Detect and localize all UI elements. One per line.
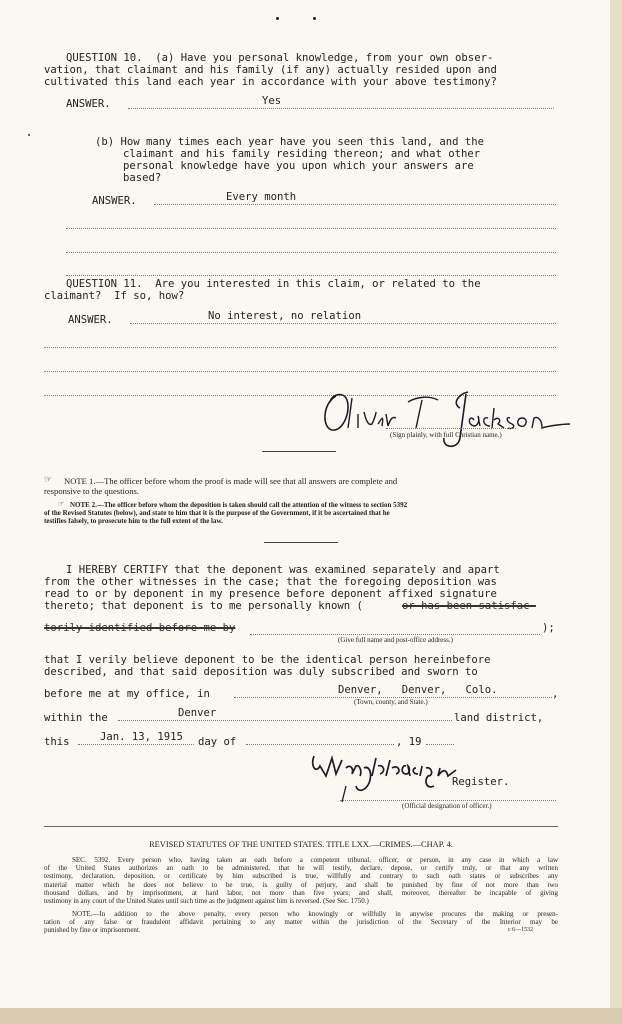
note-1 <box>44 476 556 496</box>
land-district-label: land district, <box>454 712 544 724</box>
identify-caption: (Give full name and post-office address.) <box>338 636 453 644</box>
sec-line: testimony in any court of the United States until such time as the judgment against him is reversed. (See Sec. 1750.) <box>44 897 369 906</box>
q10b-answer-label: ANSWER. <box>92 195 137 207</box>
q11-line-2: claimant? If so, how? <box>44 290 185 302</box>
q10b-answer-value: Every month <box>226 191 297 203</box>
pointing-hand-icon-2: ☞ <box>58 500 65 508</box>
deponent-signature-caption: (Sign plainly, with full Christian name.) <box>390 431 502 439</box>
sec-line: thousand dollars, and by imprisonment, at hard labor, not more than five years; and shall, moreover, thereafter be incapable of giving <box>44 888 558 897</box>
q11-answer-label: ANSWER. <box>68 314 113 326</box>
sec-line: material matter which he does not believe to be true, is guilty of perjury, and shall be punished by fine of not more than two <box>44 880 558 889</box>
sec-5392-text <box>44 856 558 905</box>
certify-line-6: described, and that said deposition was duly subscribed and sworn to <box>44 666 478 678</box>
ink-speck <box>28 134 30 136</box>
statutes-note-line: tation of any false or fraudulent affidavit pertaining to any matter within the jurisdiction of the Secretary of the Interior may be <box>44 918 558 927</box>
q10-answer-value: Yes <box>262 95 282 107</box>
place-caption: (Town, county, and State.) <box>354 698 428 706</box>
q11-line-1: QUESTION 11. Are you interested in this claim, or related to the <box>66 278 481 290</box>
deponent-signature-drawing <box>318 384 576 454</box>
year-label: , 19 <box>396 736 422 748</box>
q11-answer-line-2 <box>44 347 556 348</box>
certify-line-3: read to or by deponent in my presence before deponent affixed signature <box>44 588 497 600</box>
statutes-note-line: punished by fine or imprisonment. <box>44 926 141 935</box>
certify-line-4: thereto; that deponent is to me personally known ( <box>44 600 363 612</box>
certify-line-5: that I verily believe deponent to be the identical person hereinbefore <box>44 654 491 666</box>
place-comma: , <box>552 688 559 700</box>
q10b-answer-line-3 <box>66 252 556 253</box>
officer-caption: (Official designation of officer.) <box>402 802 492 810</box>
day-of-label: day of <box>198 736 237 748</box>
sec-line: SEC. 5392. Every person who, having taken an oath before a competent tribunal, officer, or person, in any case in which a law <box>72 856 558 864</box>
pointing-hand-icon: ☞ <box>44 475 53 485</box>
date-value: Jan. 13, 1915 <box>100 731 183 743</box>
note-2 <box>44 501 556 526</box>
statutes-note-line: NOTE.—In addition to the above penalty, every person who knowingly or willfully in anywise procures the making or presen- <box>72 910 558 918</box>
divider-2 <box>264 542 338 543</box>
officer-signature-name <box>0 0 1 1</box>
form-code: c 6—1532 <box>508 927 534 933</box>
q10-answer-line <box>128 108 554 109</box>
q11-answer-value: No interest, no relation <box>208 310 362 322</box>
deponent-signature-line <box>386 428 516 429</box>
certify-struck-text-2: torily identified before me by <box>44 622 236 634</box>
sec-line: testimony, declaration, deposition, or certificate by him subscribed is true, willfully and contrary to such oath states or subscribes any <box>44 872 558 881</box>
note-2-line-1: NOTE 2.—The officer before whom the deposition is taken should call the attention of the witness to section 5392 <box>70 501 408 509</box>
statutes-note <box>44 910 558 935</box>
q10b-line-2: claimant and his family residing thereon; and what other <box>123 148 481 160</box>
note-1-line-2: responsive to the questions. <box>44 486 139 496</box>
page-edge <box>610 0 622 1024</box>
q10b-line-3: personal knowledge have you upon which your answers are <box>123 160 474 172</box>
page-bottom-edge <box>0 1008 622 1024</box>
statutes-heading: REVISED STATUTES OF THE UNITED STATES. TITLE LXX.—CRIMES.—CHAP. 4. <box>149 840 453 849</box>
place-value: Denver, Denver, Colo. <box>338 684 498 696</box>
q11-answer-line-3 <box>44 371 556 372</box>
note-2-line-2: of the Revised Statutes (below), and state to him that it is the purpose of the Government, if it be ascertained that he <box>44 509 390 518</box>
certify-line-1: I HEREBY CERTIFY that the deponent was examined separately and apart <box>66 564 500 576</box>
ink-speck <box>276 17 279 20</box>
q10b-line-1: (b) How many times each year have you seen this land, and the <box>95 136 485 148</box>
year-line <box>426 744 454 745</box>
q10-line-3: cultivated this land each year in accordance with your above testimony? <box>44 76 497 88</box>
q10b-line-4: based? <box>123 172 162 184</box>
officer-title: Register. <box>452 776 510 788</box>
district-value: Denver <box>178 707 217 719</box>
certify-close: ); <box>542 622 555 634</box>
q10-line-1: QUESTION 10. (a) Have you personal knowledge, from your own obser- <box>66 52 494 64</box>
within-label: within the <box>44 712 108 724</box>
officer-designation-line <box>340 800 556 801</box>
before-label: before me at my office, in <box>44 688 210 700</box>
note-1-line-1: NOTE 1.—The officer before whom the proof is made will see that all answers are complete and <box>64 476 398 486</box>
q11-answer-line-1 <box>130 323 556 324</box>
q10b-answer-line-1 <box>154 204 556 205</box>
divider-1 <box>262 451 336 452</box>
district-line <box>118 720 452 721</box>
certify-line-2: from the other witnesses in the case; that the foregoing deposition was <box>44 576 497 588</box>
month-line <box>246 744 394 745</box>
identify-line <box>250 634 540 635</box>
sec-line: of the United States authorizes an oath to be administered, that he will testify, declare, depose, or certify truly, or that any written <box>44 864 558 873</box>
this-label: this <box>44 736 70 748</box>
ink-speck <box>313 17 316 20</box>
deponent-signature-name <box>0 0 1 1</box>
q10-line-2: vation, that claimant and his family (if any) actually resided upon and <box>44 64 497 76</box>
q10b-answer-line-2 <box>66 228 556 229</box>
certify-struck-text-1: or has been satisfac- <box>402 600 536 612</box>
q10b-answer-line-4 <box>66 275 556 276</box>
date-line <box>78 744 194 745</box>
q10-answer-label: ANSWER. <box>66 98 111 110</box>
statutes-rule <box>44 826 558 827</box>
note-2-line-3: testifies falsely, to prosecute him to the full extent of the law. <box>44 517 223 526</box>
